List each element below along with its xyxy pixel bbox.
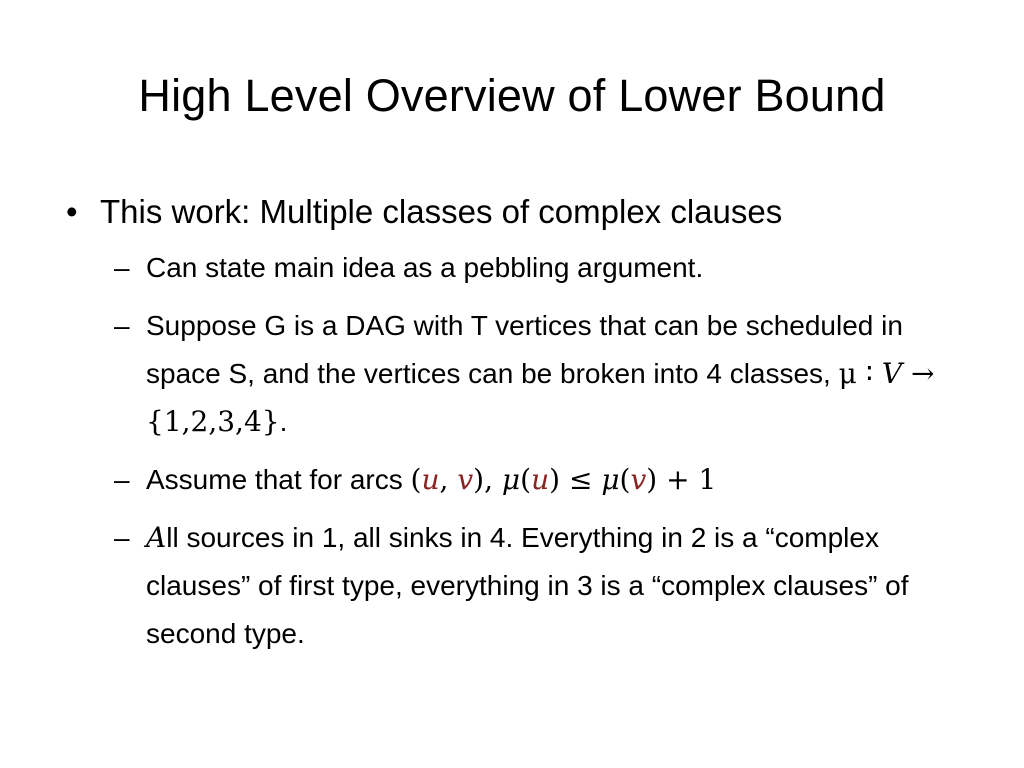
main-bullet-text: This work: Multiple classes of complex clauses [100, 193, 783, 230]
dash-marker: – [114, 252, 130, 283]
math-leq: ≤ [560, 463, 602, 496]
sub-bullet-text: Assume that for arcs [146, 464, 411, 495]
bullet-marker: • [66, 193, 78, 230]
math-plus-one: + 1 [657, 463, 717, 496]
sub-bullet-dag-classes [66, 302, 966, 446]
math-open-1: ( [520, 463, 532, 496]
math-lparen: ( [410, 463, 422, 496]
slide-body [66, 190, 966, 668]
dash-marker: – [114, 464, 130, 495]
math-open-2: ( [619, 463, 631, 496]
sub-bullet-text: Can state main idea as a pebbling argument. [146, 252, 704, 283]
math-arrow: → [902, 357, 935, 390]
sub-bullet-text: Suppose G is a DAG with T vertices that can be scheduled in space S, and the vertices can be broken into 4 classes, [146, 310, 903, 389]
math-colon: ∶ [856, 357, 882, 390]
math-comma: , [439, 463, 458, 496]
dash-marker: – [114, 310, 130, 341]
sub-bullet-text: ll sources in 1, all sinks in 4. Everything in 2 is a “complex clauses” of first type, everything in 3 is a “complex clauses” of second type. [146, 522, 909, 649]
math-mu-u: μ [501, 463, 521, 496]
sub-bullet-sources-sinks [66, 514, 966, 658]
math-mu-v: μ [601, 463, 620, 496]
math-close-1: ) [549, 463, 561, 496]
math-set: {1,2,3,4} [146, 405, 280, 438]
dash-marker: – [114, 522, 130, 553]
math-rparen: ) [473, 463, 485, 496]
sub-bullet-arcs [66, 456, 966, 504]
math-u-arg: u [531, 463, 550, 496]
slide-title: High Level Overview of Lower Bound [138, 70, 886, 121]
math-V: V [881, 357, 903, 390]
sub-bullet-list [66, 244, 966, 658]
sub-bullet-pebbling [66, 244, 966, 292]
main-bullet [66, 190, 966, 234]
math-v: v [457, 463, 474, 496]
math-u: u [421, 463, 440, 496]
math-mu: μ [838, 357, 857, 390]
math-close-2: ) [646, 463, 658, 496]
sentence-end: . [279, 406, 288, 437]
math-A-prefix: A [146, 521, 167, 554]
math-v-arg: v [630, 463, 647, 496]
math-sep: , [484, 463, 502, 496]
